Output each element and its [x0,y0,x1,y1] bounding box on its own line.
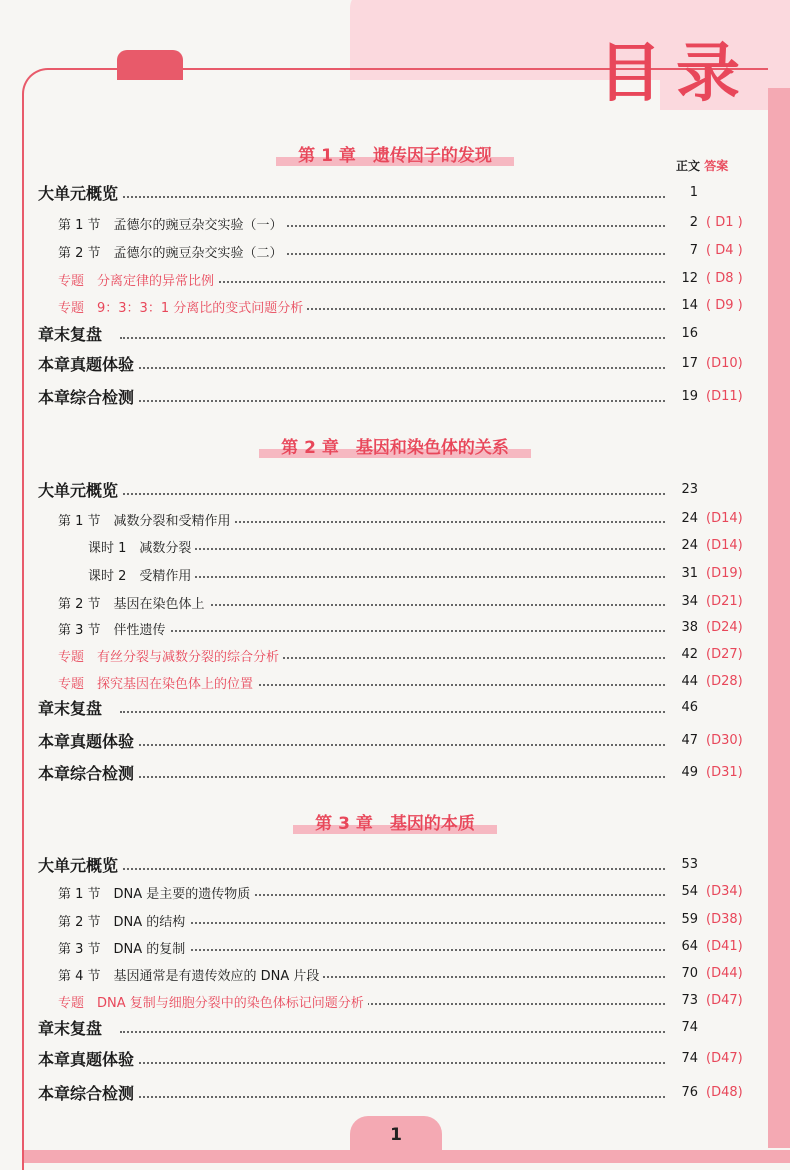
toc-entry-page: 23 [681,482,698,497]
toc-entry-answer-page: (D14) [706,511,743,526]
chapter-heading [0,141,790,166]
toc-entry-label: 章末复盘 [38,696,106,719]
toc-entry-label: 专题 有丝分裂与减数分裂的综合分析 [58,646,283,665]
leader-dots [120,398,665,402]
chapter-heading [0,809,790,834]
toc-entry-page: 1 [689,185,698,200]
toc-entry-label: 第 2 节 DNA 的结构 [58,911,189,930]
toc-entry[interactable] [0,563,790,587]
toc-entry-page: 53 [681,857,698,872]
leader-dots [120,335,665,339]
toc-entry-label: 本章真题体验 [38,729,138,752]
toc-entry[interactable] [0,508,790,532]
leader-dots [120,742,665,746]
toc-entry-label: 第 3 节 伴性遗传 [58,619,170,638]
toc-entry[interactable] [0,323,790,347]
toc-entry-page: 14 [681,298,698,313]
toc-entry-page: 54 [681,884,698,899]
toc-entry-page: 2 [689,215,698,230]
toc-entry-label: 章末复盘 [38,1016,106,1039]
toc-entry[interactable] [0,936,790,960]
toc-entry[interactable] [0,644,790,668]
toc-entry[interactable] [0,591,790,615]
toc-entry-answer-page: (D47) [706,993,743,1008]
column-header-answer: 答案 [704,159,729,173]
toc-entry-label: 本章综合检测 [38,1081,138,1104]
leader-dots [120,365,665,369]
toc-entry-label: 第 3 节 DNA 的复制 [58,938,189,957]
toc-entry-label: 第 1 节 DNA 是主要的遗传物质 [58,883,254,902]
toc-entry[interactable] [0,697,790,721]
toc-entry-answer-page: ( D1 ) [706,215,743,230]
toc-entry-page: 38 [681,620,698,635]
toc-entry[interactable] [0,963,790,987]
toc-entry-page: 76 [681,1085,698,1100]
leader-dots [140,574,665,578]
leader-dots [140,628,665,632]
toc-entry-page: 59 [681,912,698,927]
chapter-heading-text: 第 3 章 基因的本质 [293,814,497,834]
toc-entry-label: 第 2 节 孟德尔的豌豆杂交实验（二） [58,242,287,261]
toc-entry-label: 专题 9：3：3：1 分离比的变式问题分析 [58,297,307,316]
toc-entry-answer-page: (D38) [706,912,743,927]
toc-entry-label: 第 1 节 减数分裂和受精作用 [58,510,235,529]
toc-entry-answer-page: (D34) [706,884,743,899]
toc-entry[interactable] [0,762,790,786]
toc-entry-answer-page: (D44) [706,966,743,981]
toc-entry[interactable] [0,295,790,319]
leader-dots [120,709,665,713]
column-header-text: 正文 [676,159,701,173]
toc-entry-answer-page: (D47) [706,1051,743,1066]
toc-entry[interactable] [0,212,790,236]
toc-entry-page: 46 [681,700,698,715]
toc-entry-label: 大单元概览 [38,478,122,501]
toc-entry[interactable] [0,268,790,292]
toc-entry-page: 70 [681,966,698,981]
leader-dots [120,1060,665,1064]
chapter-heading [0,433,790,458]
toc-entry-answer-page: (D14) [706,538,743,553]
toc-entry-answer-page: ( D8 ) [706,271,743,286]
toc-entry[interactable] [0,881,790,905]
toc-entry[interactable] [0,909,790,933]
leader-dots [140,546,665,550]
toc-entry[interactable] [0,1048,790,1072]
toc-entry-page: 64 [681,939,698,954]
toc-entry[interactable] [0,854,790,878]
toc-entry-page: 47 [681,733,698,748]
toc-entry-answer-page: (D48) [706,1085,743,1100]
leader-dots [140,947,665,951]
toc-entry[interactable] [0,671,790,695]
chapter-heading-text: 第 1 章 遗传因子的发现 [276,146,514,166]
toc-entry-label: 专题 分离定律的异常比例 [58,270,218,289]
toc-entry[interactable] [0,353,790,377]
leader-dots [140,920,665,924]
toc-entry-answer-page: (D28) [706,674,743,689]
leader-dots [120,866,665,870]
toc-entry-page: 42 [681,647,698,662]
toc-entry-page: 17 [681,356,698,371]
toc-entry-page: 24 [681,538,698,553]
toc-entry-label: 本章综合检测 [38,385,138,408]
toc-entry-label: 本章真题体验 [38,352,138,375]
toc-entry-answer-page: (D11) [706,389,743,404]
leader-dots [120,491,665,495]
page-number: 1 [350,1116,442,1156]
toc-entry[interactable] [0,535,790,559]
toc-entry[interactable] [0,182,790,206]
toc-entry-answer-page: (D41) [706,939,743,954]
chapter-heading-text: 第 2 章 基因和染色体的关系 [259,438,531,458]
leader-dots [140,602,665,606]
toc-entry[interactable] [0,730,790,754]
leader-dots [120,774,665,778]
toc-entry-page: 24 [681,511,698,526]
toc-entry-page: 34 [681,594,698,609]
toc-entry-answer-page: ( D9 ) [706,298,743,313]
toc-entry[interactable] [0,990,790,1014]
leader-dots [120,1094,665,1098]
toc-entry-page: 44 [681,674,698,689]
toc-entry-label: 章末复盘 [38,322,106,345]
toc-entry-answer-page: (D27) [706,647,743,662]
toc-entry[interactable] [0,479,790,503]
toc-entry-answer-page: (D30) [706,733,743,748]
toc-entry-page: 19 [681,389,698,404]
toc-entry-answer-page: ( D4 ) [706,243,743,258]
toc-entry-answer-page: (D21) [706,594,743,609]
toc-entry[interactable] [0,386,790,410]
leader-dots [140,279,665,283]
leader-dots [120,1029,665,1033]
toc-entry-label: 课时 2 受精作用 [88,565,195,584]
toc-entry-label: 课时 1 减数分裂 [88,537,195,556]
toc-entry-page: 12 [681,271,698,286]
toc-entry-label: 本章真题体验 [38,1047,138,1070]
toc-entry-label: 大单元概览 [38,853,122,876]
toc-entry-answer-page: (D24) [706,620,743,635]
toc-entry[interactable] [0,1017,790,1041]
leader-dots [120,194,665,198]
toc-entry-page: 74 [681,1051,698,1066]
toc-entry-answer-page: (D19) [706,566,743,581]
toc-entry-page: 16 [681,326,698,341]
toc-entry-label: 第 2 节 基因在染色体上 [58,593,209,612]
toc-entry-label: 本章综合检测 [38,761,138,784]
toc-entry-label: 专题 DNA 复制与细胞分裂中的染色体标记问题分析 [58,992,368,1011]
toc-entry-answer-page: (D10) [706,356,743,371]
toc-entry-page: 74 [681,1020,698,1035]
toc-entry-answer-page: (D31) [706,765,743,780]
toc-entry-page: 31 [681,566,698,581]
toc-entry[interactable] [0,617,790,641]
toc-entry-page: 7 [689,243,698,258]
toc-entry-label: 第 1 节 孟德尔的豌豆杂交实验（一） [58,214,287,233]
toc-entry-label: 大单元概览 [38,181,122,204]
toc-entry[interactable] [0,1082,790,1106]
toc-entry-page: 73 [681,993,698,1008]
toc-entry-page: 49 [681,765,698,780]
toc-entry-label: 第 4 节 基因通常是有遗传效应的 DNA 片段 [58,965,323,984]
toc-entry-label: 专题 探究基因在染色体上的位置 [58,673,257,692]
page-title: 目录 [598,37,754,111]
toc-entry[interactable] [0,240,790,264]
